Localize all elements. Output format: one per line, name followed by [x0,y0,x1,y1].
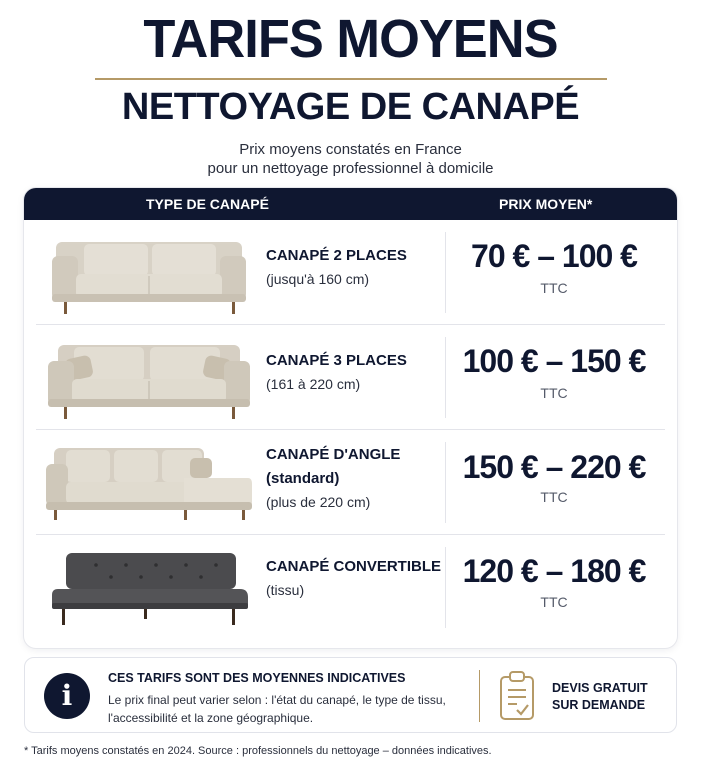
column-header-price: PRIX MOYEN* [499,196,593,212]
page-title: TARIFS MOYENS [143,9,558,69]
sofa-type-name: CANAPÉ CONVERTIBLE [266,558,442,575]
table-row [24,430,677,535]
price-unit: TTC [540,594,568,610]
price-unit: TTC [540,280,568,296]
table-row [24,325,677,430]
table-row [24,220,677,325]
sofa-type [266,443,400,514]
sofa-3-seater-image [44,333,254,423]
sofa-type [266,244,407,291]
sofa-type-name: CANAPÉ D'ANGLE [266,446,401,463]
sofa-type [266,555,441,602]
intro-line-2: pour un nettoyage professionnel à domicile [207,160,494,177]
info-divider [479,670,480,722]
sofa-2-seater-image [44,228,254,318]
sofa-type-size: (plus de 220 cm) [266,494,371,510]
column-header-type: TYPE DE CANAPÉ [146,196,269,212]
sofa-type-size: (jusqu'à 160 cm) [266,271,370,287]
intro-text [0,140,701,178]
info-text: Le prix final peut varier selon : l'état du canapé, le type de tissu, l'accessibilité et la zone géographique. [108,693,446,725]
column-divider [445,442,446,523]
price-unit: TTC [540,489,568,505]
info-title: CES TARIFS SONT DES MOYENNES INDICATIVES [108,671,406,685]
free-quote-line-1: DEVIS GRATUIT [552,681,648,695]
price-range: 120 € – 180 € [462,553,646,589]
title-divider [95,78,607,80]
column-divider [445,547,446,628]
price-range: 150 € – 220 € [462,449,646,485]
sofa-type-size: (161 à 220 cm) [266,376,361,392]
column-divider [445,337,446,418]
clipboard-check-icon [497,670,537,722]
sofa-type-variant: (standard) [266,470,340,487]
sofa-type-material: (tissu) [266,582,305,598]
info-icon: i [44,673,90,719]
price-range: 70 € – 100 € [471,238,637,274]
table-header [24,188,677,220]
sofa-type-name: CANAPÉ 3 PLACES [266,352,407,369]
sofa-type [266,349,407,396]
footnote: * Tarifs moyens constatés en 2024. Source : professionnels du nettoyage – données indicatives. [24,745,492,757]
price-range: 100 € – 150 € [462,343,646,379]
sofa-bed-image [44,543,254,633]
price-unit: TTC [540,385,568,401]
column-divider [445,232,446,313]
page-subtitle: NETTOYAGE DE CANAPÉ [121,86,580,128]
free-quote-label [552,680,648,714]
intro-line-1: Prix moyens constatés en France [239,141,462,158]
info-box [24,657,677,733]
table-row [24,535,677,640]
free-quote-line-2: SUR DEMANDE [552,698,646,712]
corner-sofa-image [44,438,254,528]
price-table [24,188,677,648]
sofa-type-name: CANAPÉ 2 PLACES [266,247,407,264]
